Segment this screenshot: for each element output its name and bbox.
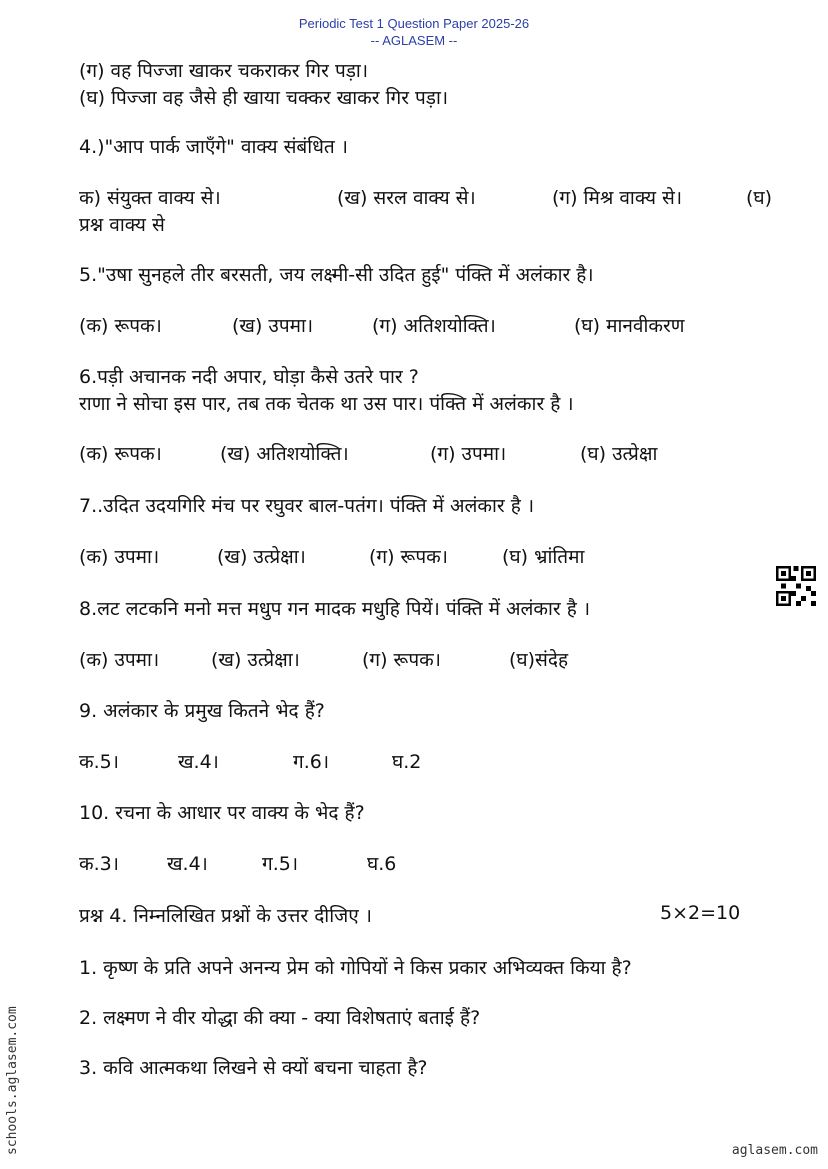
- footer-watermark: aglasem.com: [731, 1143, 818, 1158]
- q4-option-wrap: प्रश्न वाक्य से: [79, 214, 165, 236]
- q8-option-2: (ख) उत्प्रेक्षा।: [211, 649, 300, 671]
- q9-option-2: ख.4।: [178, 751, 219, 773]
- q10-text: 10. रचना के आधार पर वाक्य के भेद हैं?: [79, 802, 365, 824]
- q9-option-3: ग.6।: [293, 751, 330, 773]
- qr-code-icon: [776, 566, 816, 606]
- q6-option-4: (घ) उत्प्रेक्षा: [580, 443, 658, 465]
- q9-option-4: घ.2: [392, 751, 422, 773]
- q9-text: 9. अलंकार के प्रमुख कितने भेद हैं?: [79, 700, 325, 722]
- q5-option-2: (ख) उपमा।: [232, 315, 314, 337]
- q6-option-2: (ख) अतिशयोक्ति।: [220, 443, 349, 465]
- q5-option-1: (क) रूपक।: [79, 315, 162, 337]
- section4-question-3: 3. कवि आत्मकथा लिखने से क्यों बचना चाहता है?: [79, 1057, 428, 1079]
- section4-question-2: 2. लक्ष्मण ने वीर योद्धा की क्या - क्या विशेषताएं बताई हैं?: [79, 1007, 481, 1029]
- q8-text: 8.लट लटकनि मनो मत्त मधुप गन मादक मधुहि पियें। पंक्ति में अलंकार है ।: [79, 598, 591, 620]
- q4-option-4: (घ): [746, 187, 773, 209]
- q5-option-3: (ग) अतिशयोक्ति।: [372, 315, 496, 337]
- q6-option-1: (क) रूपक।: [79, 443, 162, 465]
- q10-option-3: ग.5।: [262, 853, 299, 875]
- q3-option-gh: (घ) पिज्जा वह जैसे ही खाया चक्कर खाकर गिर पड़ा।: [79, 87, 449, 109]
- q7-option-4: (घ) भ्रांतिमा: [502, 546, 585, 568]
- section4-marks: 5×2=10: [660, 902, 741, 924]
- q8-option-1: (क) उपमा।: [79, 649, 160, 671]
- q9-option-1: क.5।: [79, 751, 119, 773]
- section4-heading: प्रश्न 4. निम्नलिखित प्रश्नों के उत्तर दीजिए ।: [79, 905, 372, 927]
- q4-option-2: (ख) सरल वाक्य से।: [337, 187, 476, 209]
- q7-text: 7..उदित उदयगिरि मंच पर रघुवर बाल-पतंग। पंक्ति में अलंकार है ।: [79, 495, 535, 517]
- section4-question-1: 1. कृष्ण के प्रति अपने अनन्य प्रेम को गोपियों ने किस प्रकार अभिव्यक्त किया है?: [79, 957, 632, 979]
- header-title: Periodic Test 1 Question Paper 2025-26: [298, 16, 530, 31]
- q10-option-1: क.3।: [79, 853, 119, 875]
- q6-option-3: (ग) उपमा।: [430, 443, 507, 465]
- q10-option-4: घ.6: [367, 853, 397, 875]
- q7-option-3: (ग) रूपक।: [369, 546, 448, 568]
- q8-option-4: (घ)संदेह: [509, 649, 569, 671]
- q4-option-1: क) संयुक्त वाक्य से।: [79, 187, 221, 209]
- q7-option-2: (ख) उत्प्रेक्षा।: [217, 546, 306, 568]
- q6-text-line1: 6.पड़ी अचानक नदी अपार, घोड़ा कैसे उतरे पार ?: [79, 366, 419, 388]
- q6-text-line2: राणा ने सोचा इस पार, तब तक चेतक था उस पार। पंक्ति में अलंकार है ।: [79, 393, 574, 415]
- q4-option-3: (ग) मिश्र वाक्य से।: [552, 187, 683, 209]
- q10-option-2: ख.4।: [167, 853, 208, 875]
- q4-text: 4.)"आप पार्क जाएँगे" वाक्य संबंधित ।: [79, 136, 348, 158]
- header-source: -- AGLASEM --: [370, 33, 458, 48]
- q5-option-4: (घ) मानवीकरण: [574, 315, 685, 337]
- q5-text: 5."उषा सुनहले तीर बरसती, जय लक्ष्मी-सी उदित हुई" पंक्ति में अलंकार है।: [79, 264, 594, 286]
- q7-option-1: (क) उपमा।: [79, 546, 160, 568]
- side-watermark: schools.aglasem.com: [5, 1006, 20, 1155]
- q3-option-g: (ग) वह पिज्जा खाकर चकराकर गिर पड़ा।: [79, 60, 369, 82]
- q8-option-3: (ग) रूपक।: [362, 649, 441, 671]
